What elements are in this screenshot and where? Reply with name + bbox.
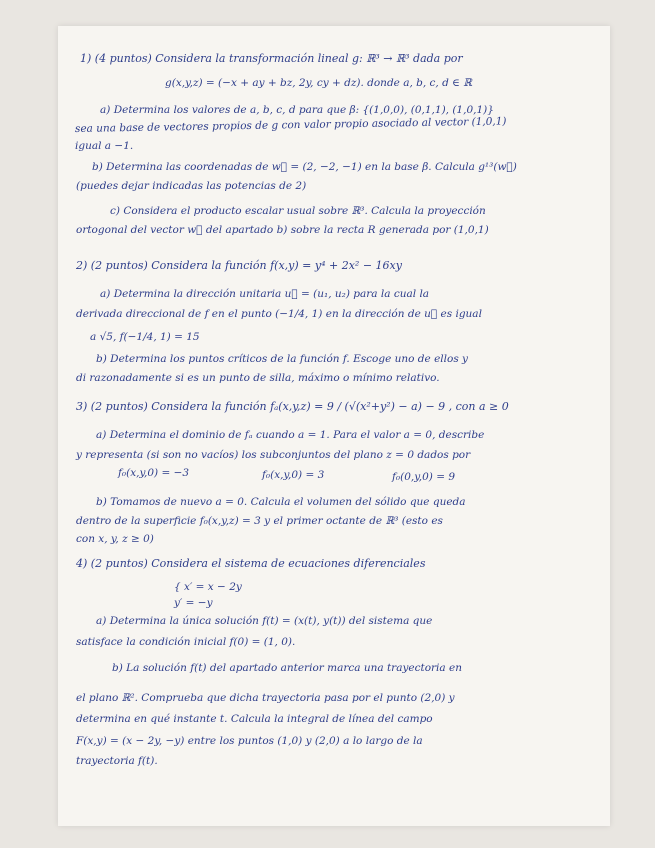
p2-line-3: derivada direccional de f en el punto (−1/4, 1) en la dirección de u⃗ es igual	[76, 308, 482, 320]
p1-line-3: a) Determina los valores de a, b, c, d para que β: {(1,0,0), (0,1,1), (1,0,1)}	[100, 104, 494, 116]
p4-system-line-1: { x′ = x − 2y	[174, 581, 242, 593]
p1-line-5: igual a −1.	[75, 140, 134, 152]
p1-line-4: sea una base de vectores propios de g con valor propio asociado al vector (1,0,1)	[74, 115, 507, 135]
p4-line-10: trayectoria f(t).	[76, 755, 158, 767]
p4-line-4: a) Determina la única solución f(t) = (x(t), y(t)) del sistema que	[96, 615, 433, 627]
p4-line-6: b) La solución f(t) del apartado anterior marca una trayectoria en	[112, 662, 462, 674]
p4-line-7: el plano ℝ². Comprueba que dicha trayectoria pasa por el punto (2,0) y	[76, 692, 455, 704]
p2-line-2: a) Determina la dirección unitaria u⃗ = (u₁, u₂) para la cual la	[100, 288, 430, 300]
p2-line-1: 2) (2 puntos) Considera la función f(x,y) = y⁴ + 2x² − 16xy	[76, 259, 402, 272]
p1-line-8: c) Considera el producto escalar usual sobre ℝ³. Calcula la proyección	[110, 205, 486, 217]
p3-line-6: dentro de la superficie f₀(x,y,z) = 3 y el primer octante de ℝ³ (esto es	[76, 515, 443, 527]
p3-line-5: b) Tomamos de nuevo a = 0. Calcula el volumen del sólido que queda	[96, 496, 466, 508]
p2-line-4: a √5, f(−1/4, 1) = 15	[90, 331, 200, 343]
p3-line-4a: f₀(x,y,0) = −3	[118, 467, 190, 479]
p3-line-4c: f₀(0,y,0) = 9	[392, 471, 456, 483]
p3-line-4b: f₀(x,y,0) = 3	[262, 469, 325, 481]
p4-line-1: 4) (2 puntos) Considera el sistema de ecuaciones diferenciales	[76, 557, 426, 570]
exam-sheet	[58, 26, 610, 826]
p1-line-7: (puedes dejar indicadas las potencias de 2)	[76, 180, 307, 192]
p4-line-9: F(x,y) = (x − 2y, −y) entre los puntos (1,0) y (2,0) a lo largo de la	[76, 735, 423, 747]
p2-line-5: b) Determina los puntos críticos de la función f. Escoge uno de ellos y	[96, 353, 468, 365]
p3-line-1: 3) (2 puntos) Considera la función fₐ(x,y,z) = 9 / (√(x²+y²) − a) − 9 , con a ≥ 0	[76, 400, 509, 413]
p1-line-6: b) Determina las coordenadas de w⃗ = (2, −2, −1) en la base β. Calcula g¹³(w⃗)	[92, 161, 517, 173]
p1-line-9: ortogonal del vector w⃗ del apartado b) sobre la recta R generada por (1,0,1)	[76, 224, 489, 236]
p1-line-1: 1) (4 puntos) Considera la transformación lineal g: ℝ³ → ℝ³ dada por	[80, 52, 463, 65]
p4-line-5: satisface la condición inicial f(0) = (1, 0).	[76, 636, 296, 648]
p4-line-8: determina en qué instante t. Calcula la integral de línea del campo	[76, 713, 433, 725]
p3-line-3: y representa (si son no vacíos) los subconjuntos del plano z = 0 dados por	[76, 449, 471, 461]
p1-line-2: g(x,y,z) = (−x + ay + bz, 2y, cy + dz). donde a, b, c, d ∈ ℝ	[165, 77, 473, 89]
p4-system-line-2: y′ = −y	[174, 597, 213, 609]
p3-line-7: con x, y, z ≥ 0)	[76, 533, 154, 545]
p3-line-2: a) Determina el dominio de fₐ cuando a = 1. Para el valor a = 0, describe	[96, 429, 485, 441]
p2-line-6: di razonadamente si es un punto de silla, máximo o mínimo relativo.	[76, 372, 440, 384]
